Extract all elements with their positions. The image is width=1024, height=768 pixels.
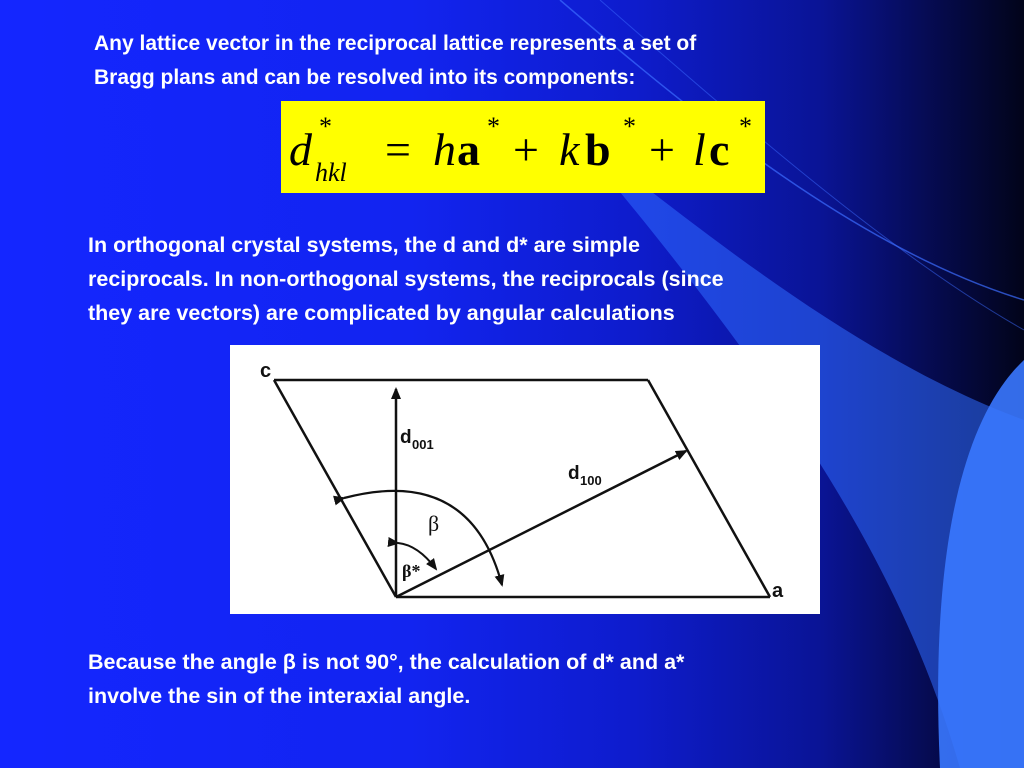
orthogonal-text: [88, 228, 724, 330]
orthogonal-line-3: they are vectors) are complicated by angular calculations: [88, 301, 675, 325]
formula-c: c: [709, 124, 730, 175]
formula-svg: [281, 101, 765, 193]
formula-b: b: [585, 124, 611, 175]
intro-line-1: Any lattice vector in the reciprocal lattice represents a set of: [94, 32, 697, 55]
left-edge: [274, 380, 396, 597]
beta-explanation-line-2: involve the sin of the interaxial angle.: [88, 684, 471, 708]
formula-b-star: *: [623, 112, 636, 141]
d001-label: d: [400, 427, 412, 448]
formula-a-star: *: [487, 112, 500, 141]
formula-d-subscript: hkl: [315, 158, 347, 187]
formula-plus-1: +: [513, 124, 539, 175]
intro-text: [94, 27, 696, 95]
d100-subscript: 100: [580, 473, 602, 488]
formula-h: h: [433, 124, 456, 175]
beta-star-label: β*: [402, 561, 421, 581]
orthogonal-line-1: In orthogonal crystal systems, the d and d* are simple: [88, 233, 640, 257]
formula-box: [281, 101, 765, 193]
lattice-diagram: [230, 345, 820, 614]
formula-l: l: [693, 124, 706, 175]
formula-a: a: [457, 124, 480, 175]
axis-label-a: a: [772, 580, 784, 602]
formula-d: d: [289, 124, 312, 175]
orthogonal-line-2: reciprocals. In non-orthogonal systems, the reciprocals (since: [88, 267, 724, 291]
formula-c-star: *: [739, 112, 752, 141]
d001-subscript: 001: [412, 437, 434, 452]
d100-label: d: [568, 463, 580, 484]
formula-plus-2: +: [649, 124, 675, 175]
axis-label-c: c: [260, 360, 272, 382]
beta-explanation-text: [88, 645, 684, 713]
intro-line-2: Bragg plans and can be resolved into its components:: [94, 66, 636, 89]
lattice-diagram-svg: [230, 345, 820, 614]
formula-d-star: *: [319, 112, 332, 141]
d100-vector: [396, 451, 686, 597]
formula-k: k: [559, 124, 580, 175]
beta-explanation-line-1: Because the angle β is not 90°, the calculation of d* and a*: [88, 650, 685, 674]
right-edge: [648, 380, 770, 597]
beta-label: β: [428, 511, 440, 536]
formula-equals: =: [385, 124, 411, 175]
beta-arc: [344, 491, 502, 585]
